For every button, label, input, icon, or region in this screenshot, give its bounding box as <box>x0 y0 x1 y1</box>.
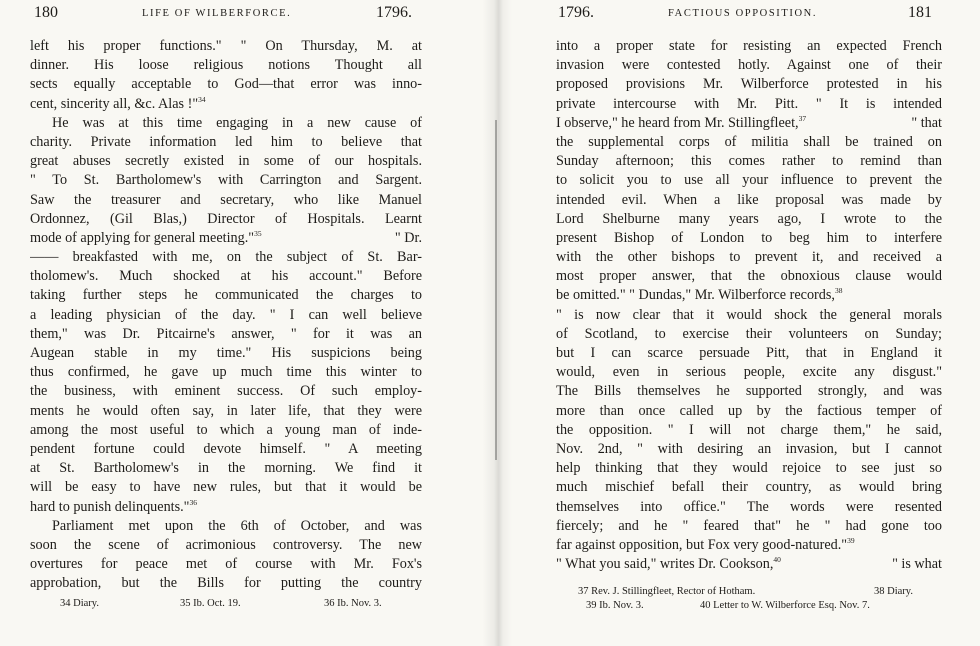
right-page-number: 181 <box>908 4 932 21</box>
text-line-content: mode of applying for general meeting." <box>30 229 255 246</box>
text-line: Saw the treasurer and secretary, who like Manuel <box>30 191 422 208</box>
text-line: sects equally acceptable to God—that error was inno- <box>30 76 422 93</box>
footnote: 35 Ib. Oct. 19. <box>180 598 241 609</box>
footnote-ref: 35 <box>254 228 262 238</box>
footnote: 34 Diary. <box>60 598 99 609</box>
paragraph-start-line: Parliament met upon the 6th of October, and was <box>52 517 422 534</box>
text-line: taking further steps he communicated the charges to <box>30 287 422 304</box>
footnote: 37 Rev. J. Stillingfleet, Rector of Hotham. <box>578 586 756 597</box>
right-page-year: 1796. <box>558 4 594 21</box>
text-line: of Scotland, to exercise their volunteers on Sunday; <box>556 325 942 342</box>
text-line: fiercely; and he " feared that" he " had gone too <box>556 517 942 534</box>
text-line: great abuses secretly existed in some of our hospitals. <box>30 153 422 170</box>
text-line: more than once called up by the factious temper of <box>556 402 942 419</box>
text-line: among the most useful to which a young man of inde- <box>30 421 422 438</box>
text-line: help thinking that they would rejoice to see just so <box>556 460 942 477</box>
text-line: private intercourse with Mr. Pitt. " It is intended <box>556 95 942 112</box>
left-page-number: 180 <box>34 4 58 21</box>
text-line: at St. Bartholomew's in the morning. We find it <box>30 460 422 477</box>
text-line: would, even in serious people, excite any disgust." <box>556 364 942 381</box>
right-page <box>556 4 942 611</box>
text-line: approbation, but the Bills for putting the country <box>30 575 422 592</box>
paragraph-start-line: He was at this time engaging in a new cause of <box>52 114 422 131</box>
text-line: themselves into office." The words were resented <box>556 498 942 515</box>
footnote: 39 Ib. Nov. 3. <box>586 600 644 611</box>
text-line: tholomew's. Much shocked at his account." Before <box>30 268 422 285</box>
book-gutter <box>482 0 512 646</box>
text-line: but I can scarce persuade Pitt, that in England it <box>556 345 942 361</box>
text-line-tail: " Dr. <box>394 229 422 246</box>
footnote-ref: 36 <box>189 497 197 507</box>
text-line-content: " What you said," writes Dr. Cookson, <box>556 556 774 573</box>
text-line: dinner. His loose religious notions Thought all <box>30 57 422 74</box>
left-page <box>30 4 422 609</box>
text-line: with the other bishops to prevent it, and received a <box>556 249 942 266</box>
text-line <box>556 536 942 555</box>
left-page-year: 1796. <box>376 4 412 21</box>
text-line: soon the scene of acrimonious controversy. The new <box>30 536 422 553</box>
text-line: into a proper state for resisting an expected French <box>556 38 942 54</box>
text-line: much mischief befall their country, as would bring <box>556 479 942 496</box>
text-line <box>556 286 942 305</box>
text-line: left his proper functions." " On Thursday, M. at <box>30 38 422 54</box>
text-line: Lord Shelburne many years ago, I wrote to the <box>556 210 942 227</box>
text-line: Ordonnez, (Gil Blas,) Director of Hospitals. Learnt <box>30 210 422 227</box>
text-line: present Bishop of London to beg him to interfere <box>556 229 942 246</box>
text-line: invasion were contested hotly. Against one of their <box>556 57 942 74</box>
footnote: 38 Diary. <box>874 586 913 597</box>
page-crease <box>495 120 497 460</box>
text-line-tail: " is what <box>892 556 942 573</box>
right-page-body <box>556 37 942 574</box>
text-line-content: hard to punish delinquents." <box>30 498 190 515</box>
text-line: overtures for peace met of course with Mr. Fox's <box>30 556 422 573</box>
text-line <box>30 229 422 248</box>
text-line: proposed provisions Mr. Wilberforce protested in his <box>556 76 942 93</box>
text-line: ments he would often say, in later life, that they were <box>30 402 422 419</box>
text-line: most proper answer, that the obnoxious clause would <box>556 268 942 285</box>
left-page-header <box>30 4 422 26</box>
text-line: the supplemental corps of militia shall be trained on <box>556 133 942 150</box>
text-line: thus confirmed, he gave up much time this winter to <box>30 364 422 381</box>
text-line: the business, with eminent success. Of such employ- <box>30 383 422 400</box>
text-line: will be easy to have new rules, but that it would be <box>30 479 422 496</box>
text-line <box>30 95 422 114</box>
text-line-content: I observe," he heard from Mr. Stillingfleet, <box>556 114 799 131</box>
text-line: —— breakfasted with me, on the subject of St. Bar- <box>30 249 422 266</box>
text-line-content: be omitted." " Dundas," Mr. Wilberforce records, <box>556 287 835 304</box>
text-line: charity. Private information led him to believe that <box>30 133 422 150</box>
footnote: 40 Letter to W. Wilberforce Esq. Nov. 7. <box>700 600 870 611</box>
footnote-ref: 39 <box>847 535 855 545</box>
text-line: The Bills themselves he supported strongly, and was <box>556 383 942 400</box>
text-line <box>30 498 422 517</box>
left-running-title: LIFE OF WILBERFORCE. <box>142 8 292 19</box>
footnote: 36 Ib. Nov. 3. <box>324 598 382 609</box>
right-page-header <box>556 4 942 26</box>
text-line-tail: " that <box>911 114 942 131</box>
text-line <box>556 114 942 133</box>
text-line <box>556 555 942 574</box>
left-page-body <box>30 37 422 593</box>
footnote-ref: 40 <box>773 555 781 565</box>
text-line: pendent fortune could devote himself. " A meeting <box>30 440 422 457</box>
text-line: " To St. Bartholomew's with Carrington and Sargent. <box>30 172 422 189</box>
text-line: Sunday afternoon; this comes rather to remind than <box>556 153 942 170</box>
text-line-content: cent, sincerity all, &c. Alas !" <box>30 95 199 112</box>
right-running-title: FACTIOUS OPPOSITION. <box>668 8 818 19</box>
footnote-ref: 38 <box>834 286 843 296</box>
text-line: a leading physician of the day. " I can well believe <box>30 306 422 323</box>
text-line: them," was Dr. Pitcairne's answer, " for it was an <box>30 325 422 342</box>
text-line: Augean stable in my time." His suspicions being <box>30 345 422 361</box>
footnote-ref: 34 <box>198 94 206 104</box>
footnote-ref: 37 <box>798 113 807 123</box>
text-line-content: far against opposition, but Fox very good-natured." <box>556 536 848 553</box>
text-line: " is now clear that it would shock the general morals <box>556 306 942 323</box>
text-line: intended evil. When a like proposal was made by <box>556 191 942 208</box>
text-line: to solicit you to use all your influence to prevent the <box>556 172 942 189</box>
text-line: the opposition. " I will not charge them," he said, <box>556 421 942 438</box>
text-line: Nov. 2nd, " with desiring an invasion, but I cannot <box>556 440 942 457</box>
